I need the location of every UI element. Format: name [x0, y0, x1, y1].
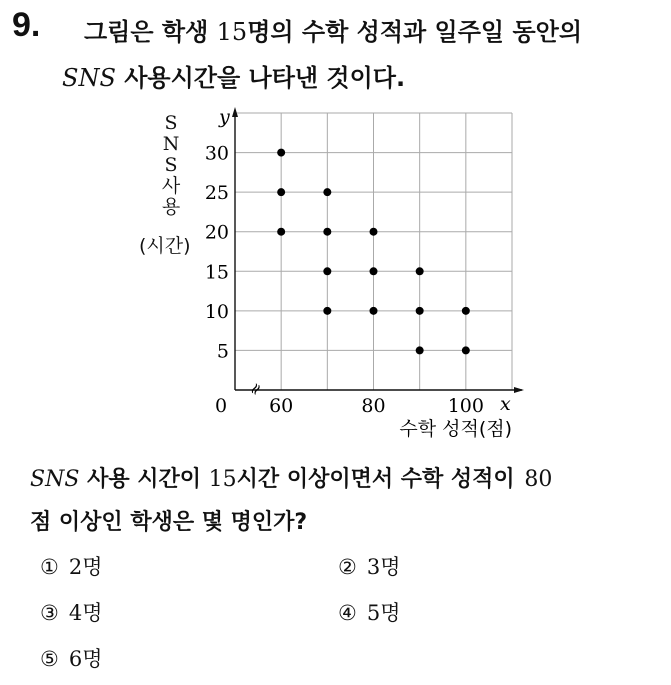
y-label-korean: 용	[161, 196, 181, 218]
data-point	[277, 149, 285, 157]
data-point	[370, 228, 378, 236]
choice-value: 4	[68, 601, 83, 625]
choice-value: 3	[366, 555, 381, 579]
choice-2[interactable]	[338, 551, 401, 581]
choice-unit: 명	[380, 555, 401, 579]
data-point	[462, 307, 470, 315]
y-label-letter: S	[164, 112, 178, 134]
y-tick-label: 25	[204, 182, 229, 205]
choice-mark: ④	[338, 601, 357, 625]
question-text: 시간 이상이면서 수학 성적이	[236, 467, 523, 492]
y-tick-label: 10	[204, 300, 229, 323]
origin-label: 0	[215, 395, 228, 417]
data-point	[416, 346, 424, 354]
choice-value: 2	[68, 555, 83, 579]
stem-sns: SNS	[62, 64, 116, 92]
stem-text: 그림은 학생	[84, 18, 217, 46]
choice-value: 5	[366, 601, 381, 625]
stem-number: 15	[216, 18, 248, 46]
choice-unit: 명	[82, 601, 103, 625]
question-text: 사용 시간이	[79, 467, 209, 492]
y-axis-variable: y	[219, 106, 230, 128]
choice-unit: 명	[82, 555, 103, 579]
data-point	[462, 346, 470, 354]
question-number: 80	[524, 467, 553, 492]
choice-value: 6	[68, 647, 83, 671]
y-tick-label: 15	[204, 261, 229, 284]
problem-number: 9.	[12, 6, 41, 44]
x-tick-label: 80	[361, 395, 386, 417]
y-tick-label: 20	[204, 221, 229, 244]
question-line2: 점 이상인 학생은 몇 명인가?	[30, 510, 308, 535]
stem-text: 명의 수학 성적과 일주일 동안의	[247, 18, 583, 46]
choice-mark: ③	[40, 601, 59, 625]
question-number: 15	[208, 467, 237, 492]
data-point	[416, 267, 424, 275]
y-label-letter: S	[164, 154, 178, 176]
data-point	[323, 307, 331, 315]
choice-3[interactable]	[40, 597, 103, 627]
data-point	[277, 188, 285, 196]
y-tick-label: 5	[216, 340, 229, 363]
y-axis-arrow	[232, 107, 238, 117]
choice-1[interactable]	[40, 551, 103, 581]
data-point	[277, 228, 285, 236]
x-axis-label: 수학 성적(점)	[399, 418, 512, 440]
stem-text: 사용시간을 나타낸 것이다.	[115, 64, 406, 92]
axis-break-mark: ≈	[243, 378, 267, 400]
x-tick-label: 100	[447, 395, 484, 417]
choice-mark: ②	[338, 555, 357, 579]
question-sns: SNS	[30, 467, 80, 492]
y-label-letter: N	[162, 133, 180, 155]
data-point	[323, 188, 331, 196]
data-point	[370, 307, 378, 315]
x-tick-label: 60	[269, 395, 294, 417]
question-line1	[30, 462, 552, 493]
x-axis-arrow	[514, 387, 524, 393]
choice-unit: 명	[380, 601, 401, 625]
data-point	[370, 267, 378, 275]
x-axis-variable: x	[500, 393, 511, 415]
data-point	[323, 267, 331, 275]
y-tick-label: 30	[204, 142, 229, 165]
choice-mark: ⑤	[40, 647, 59, 671]
y-axis-unit: (시간)	[139, 235, 191, 257]
y-label-korean: 사	[161, 175, 181, 197]
data-point	[416, 307, 424, 315]
data-point	[323, 228, 331, 236]
choice-mark: ①	[40, 555, 59, 579]
choice-5[interactable]	[40, 643, 103, 673]
choice-4[interactable]	[338, 597, 401, 627]
choice-unit: 명	[82, 647, 103, 671]
